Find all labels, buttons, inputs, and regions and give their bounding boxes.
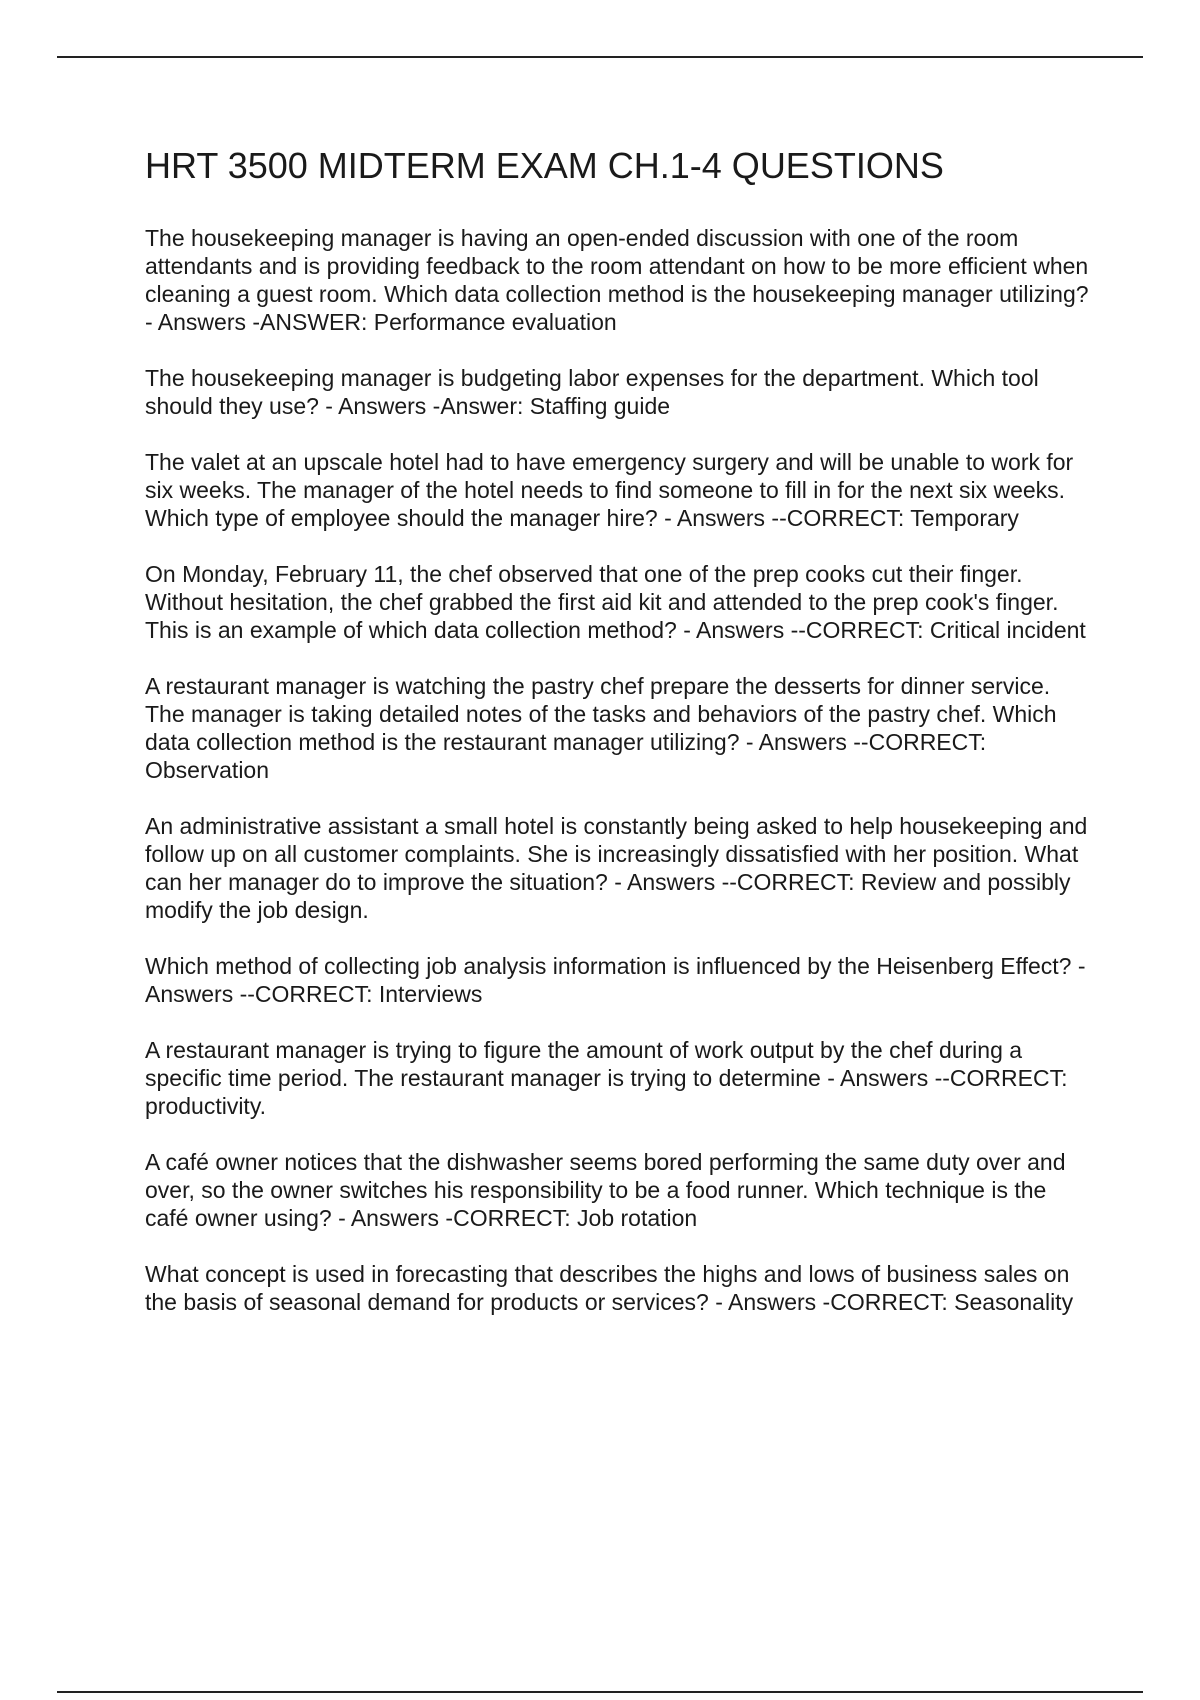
question-5: A restaurant manager is watching the pastry chef prepare the desserts for dinner service. The manager is taking detailed notes of the tasks and behaviors of the pastry chef. Which data collection method is the restaurant manager utilizing? - Answers --CORRECT: Observation (145, 673, 1057, 783)
question-3: The valet at an upscale hotel had to have emergency surgery and will be unable to work for six weeks. The manager of the hotel needs to find someone to fill in for the next six weeks. Which type of employee should the manager hire? - Answers --CORRECT: Temporary (145, 449, 1074, 531)
question-6: An administrative assistant a small hotel is constantly being asked to help housekeeping and follow up on all customer complaints. She is increasingly dissatisfied with her position. What can her manager do to improve the situation? - Answers --CORRECT: Review and possibly modify the job design. (145, 813, 1088, 923)
bottom-divider (57, 1691, 1143, 1693)
question-8: A restaurant manager is trying to figure the amount of work output by the chef during a specific time period. The restaurant manager is trying to determine - Answers --CORRECT: productivity. (145, 1037, 1068, 1119)
question-7: Which method of collecting job analysis information is influenced by the Heisenberg Effect? - Answers --CORRECT: Interviews (145, 953, 1086, 1007)
question-9: A café owner notices that the dishwasher seems bored performing the same duty over and over, so the owner switches his responsibility to be a food runner. Which technique is the café owner using? - Answers -CORRECT: Job rotation (145, 1149, 1066, 1231)
question-4: On Monday, February 11, the chef observed that one of the prep cooks cut their finger. Without hesitation, the chef grabbed the first aid kit and attended to the prep cook's finger. This is an example of which data collection method? - Answers --CORRECT: Critical incident (145, 561, 1086, 643)
question-2: The housekeeping manager is budgeting labor expenses for the department. Which tool should they use? - Answers -Answer: Staffing guide (145, 365, 1039, 419)
question-1: The housekeeping manager is having an open-ended discussion with one of the room attendants and is providing feedback to the room attendant on how to be more efficient when cleaning a guest room. Which data collection method is the housekeeping manager utilizing? - Answers -ANSWER: Performance evaluation (145, 225, 1089, 335)
document-body (145, 140, 1095, 1344)
top-divider (57, 56, 1143, 58)
page-title: HRT 3500 MIDTERM EXAM CH.1-4 QUESTIONS (145, 145, 944, 186)
question-10: What concept is used in forecasting that describes the highs and lows of business sales on the basis of seasonal demand for products or services? - Answers -CORRECT: Seasonality (145, 1261, 1074, 1315)
